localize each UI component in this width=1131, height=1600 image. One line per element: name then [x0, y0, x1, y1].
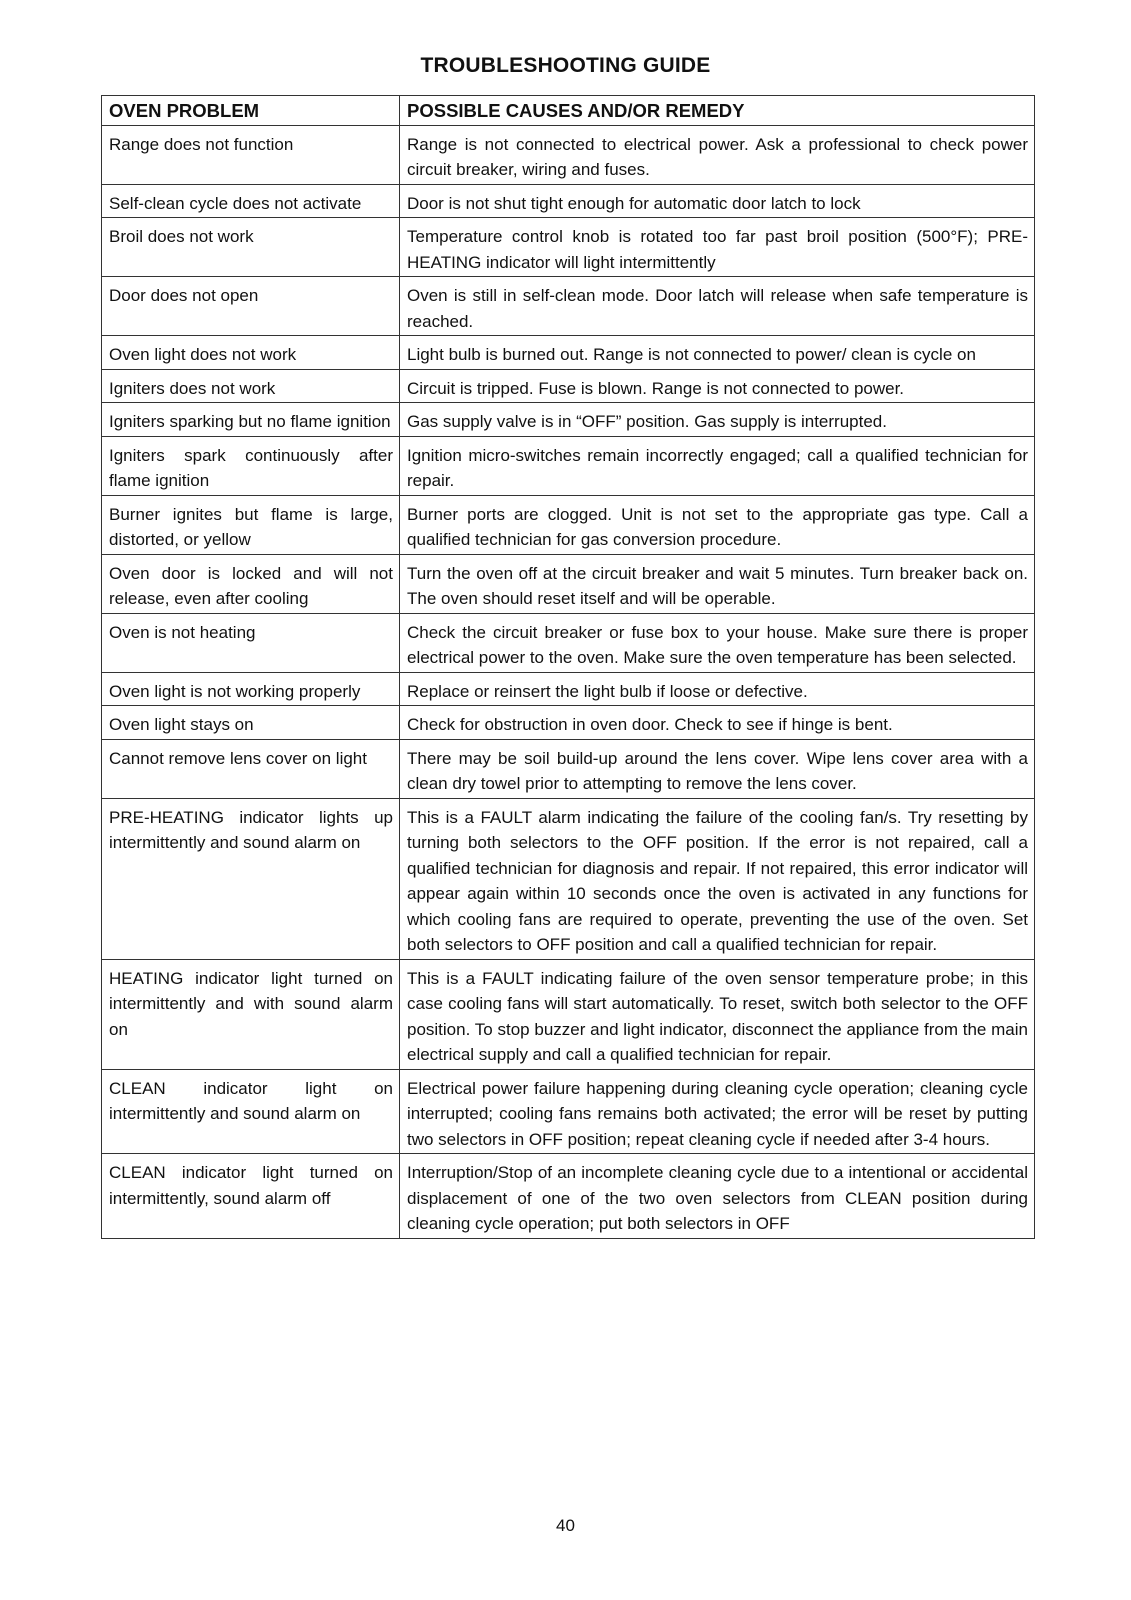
- remedy-cell: Ignition micro-switches remain incorrectly engaged; call a qualified technician for repair.: [400, 436, 1035, 495]
- problem-cell: Broil does not work: [102, 218, 400, 277]
- remedy-cell: Interruption/Stop of an incomplete cleaning cycle due to a intentional or accidental displacement of one of the two oven selectors from CLEAN position during cleaning cycle operation; put both selectors in OFF: [400, 1154, 1035, 1239]
- problem-cell: Oven door is locked and will not release, even after cooling: [102, 554, 400, 613]
- table-row: [102, 798, 1035, 959]
- table-row: [102, 277, 1035, 336]
- table-row: [102, 739, 1035, 798]
- problem-cell: Oven is not heating: [102, 613, 400, 672]
- remedy-cell: Oven is still in self-clean mode. Door latch will release when safe temperature is reached.: [400, 277, 1035, 336]
- remedy-cell: Door is not shut tight enough for automatic door latch to lock: [400, 184, 1035, 218]
- problem-cell: Door does not open: [102, 277, 400, 336]
- problem-cell: Igniters does not work: [102, 369, 400, 403]
- remedy-cell: Gas supply valve is in “OFF” position. Gas supply is interrupted.: [400, 403, 1035, 437]
- remedy-cell: Check for obstruction in oven door. Check to see if hinge is bent.: [400, 706, 1035, 740]
- table-row: [102, 369, 1035, 403]
- problem-cell: HEATING indicator light turned on intermittently and with sound alarm on: [102, 959, 400, 1069]
- problem-cell: Igniters spark continuously after flame ignition: [102, 436, 400, 495]
- problem-cell: Oven light stays on: [102, 706, 400, 740]
- remedy-cell: This is a FAULT indicating failure of the oven sensor temperature probe; in this case cooling fans will start automatically. To reset, switch both selector to the OFF position. To stop buzzer and light indicator, disconnect the appliance from the main electrical supply and call a qualified technician for repair.: [400, 959, 1035, 1069]
- table-row: [102, 218, 1035, 277]
- problem-cell: Igniters sparking but no flame ignition: [102, 403, 400, 437]
- remedy-cell: Replace or reinsert the light bulb if loose or defective.: [400, 672, 1035, 706]
- problem-cell: Oven light is not working properly: [102, 672, 400, 706]
- table-row: [102, 125, 1035, 184]
- page-title: TROUBLESHOOTING GUIDE: [420, 54, 711, 77]
- remedy-cell: There may be soil build-up around the lens cover. Wipe lens cover area with a clean dry towel prior to attempting to remove the lens cover.: [400, 739, 1035, 798]
- remedy-cell: Turn the oven off at the circuit breaker and wait 5 minutes. Turn breaker back on. The oven should reset itself and will be operable.: [400, 554, 1035, 613]
- table-row: [102, 706, 1035, 740]
- header-possible-causes: POSSIBLE CAUSES AND/OR REMEDY: [400, 96, 1035, 126]
- remedy-cell: Burner ports are clogged. Unit is not set to the appropriate gas type. Call a qualified technician for gas conversion procedure.: [400, 495, 1035, 554]
- table-row: [102, 403, 1035, 437]
- table-row: [102, 1154, 1035, 1239]
- problem-cell: Self-clean cycle does not activate: [102, 184, 400, 218]
- header-oven-problem: OVEN PROBLEM: [102, 96, 400, 126]
- problem-cell: Range does not function: [102, 125, 400, 184]
- table-row: [102, 495, 1035, 554]
- page-number: 40: [556, 1516, 575, 1535]
- remedy-cell: Light bulb is burned out. Range is not connected to power/ clean is cycle on: [400, 336, 1035, 370]
- remedy-cell: Check the circuit breaker or fuse box to your house. Make sure there is proper electrical power to the oven. Make sure the oven temperature has been selected.: [400, 613, 1035, 672]
- table-header-row: [102, 96, 1035, 126]
- remedy-cell: This is a FAULT alarm indicating the failure of the cooling fan/s. Try resetting by turning both selectors to the OFF position. If the error is not repaired, call a qualified technician for diagnosis and repair. If not repaired, this error indicator will appear again within 10 seconds once the oven is activated in any functions for which cooling fans are required to operate, preventing the use of the oven. Set both selectors to OFF position and call a qualified technician for repair.: [400, 798, 1035, 959]
- problem-cell: PRE-HEATING indicator lights up intermittently and sound alarm on: [102, 798, 400, 959]
- table-row: [102, 336, 1035, 370]
- table-row: [102, 436, 1035, 495]
- table-row: [102, 672, 1035, 706]
- table-row: [102, 1069, 1035, 1154]
- problem-cell: Oven light does not work: [102, 336, 400, 370]
- table-row: [102, 613, 1035, 672]
- table-row: [102, 554, 1035, 613]
- remedy-cell: Range is not connected to electrical power. Ask a professional to check power circuit breaker, wiring and fuses.: [400, 125, 1035, 184]
- remedy-cell: Temperature control knob is rotated too far past broil position (500°F); PRE-HEATING indicator will light intermittently: [400, 218, 1035, 277]
- problem-cell: Burner ignites but flame is large, distorted, or yellow: [102, 495, 400, 554]
- table-row: [102, 184, 1035, 218]
- problem-cell: Cannot remove lens cover on light: [102, 739, 400, 798]
- troubleshooting-table: [101, 95, 1035, 1239]
- remedy-cell: Circuit is tripped. Fuse is blown. Range is not connected to power.: [400, 369, 1035, 403]
- table-row: [102, 959, 1035, 1069]
- remedy-cell: Electrical power failure happening during cleaning cycle operation; cleaning cycle interrupted; cooling fans remains both activated; the error will be reset by putting two selectors in OFF position; repeat cleaning cycle if needed after 3-4 hours.: [400, 1069, 1035, 1154]
- problem-cell: CLEAN indicator light on intermittently and sound alarm on: [102, 1069, 400, 1154]
- problem-cell: CLEAN indicator light turned on intermittently, sound alarm off: [102, 1154, 400, 1239]
